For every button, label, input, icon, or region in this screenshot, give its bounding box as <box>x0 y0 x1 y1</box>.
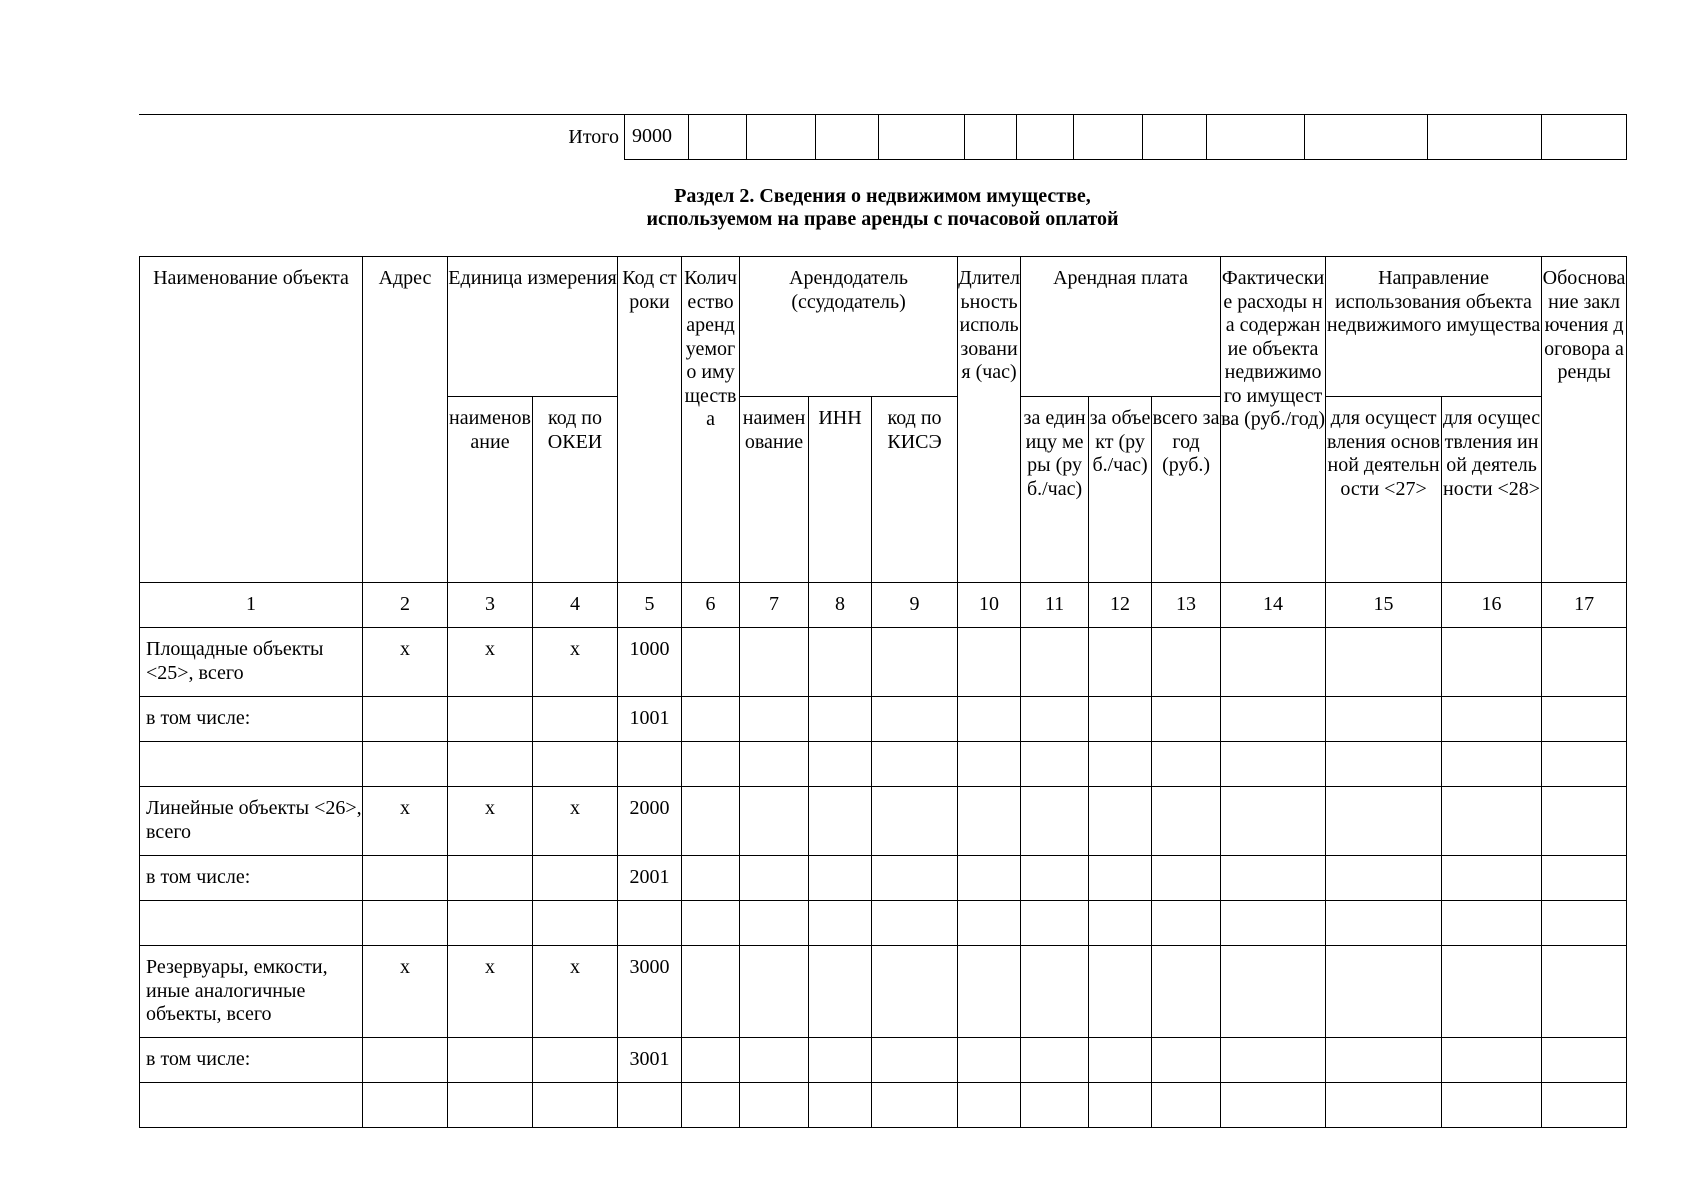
header-rent-per-object: за объект (руб./час) <box>1089 397 1152 583</box>
data-cell[interactable] <box>872 1038 958 1083</box>
data-cell[interactable] <box>809 628 872 697</box>
data-cell[interactable] <box>1021 1083 1089 1128</box>
row-name: Площадные объекты <25>, всего <box>140 628 363 697</box>
column-number: 6 <box>682 583 740 628</box>
row-code <box>618 1083 682 1128</box>
data-cell[interactable] <box>872 1083 958 1128</box>
row-unit-okei <box>533 1083 618 1128</box>
data-cell[interactable] <box>740 697 809 742</box>
data-cell[interactable] <box>958 1038 1021 1083</box>
data-cell[interactable] <box>1326 787 1442 856</box>
header-usage: Направление использования объекта недвижимого имущества <box>1326 257 1542 397</box>
itogo-cell[interactable] <box>879 115 965 160</box>
data-cell[interactable] <box>1221 856 1326 901</box>
row-unit-name <box>448 901 533 946</box>
itogo-cell[interactable] <box>1074 115 1143 160</box>
data-cell[interactable] <box>682 628 740 697</box>
table-row <box>140 856 1627 901</box>
table-row <box>140 628 1627 697</box>
row-address: х <box>363 946 448 1038</box>
section-title <box>139 185 1626 231</box>
itogo-code: 9000 <box>625 115 689 160</box>
row-address: х <box>363 628 448 697</box>
data-cell[interactable] <box>1021 628 1089 697</box>
header-usage-other: для осуществления иной деятельности <28> <box>1442 397 1542 583</box>
data-cell[interactable] <box>1152 628 1221 697</box>
row-code: 2000 <box>618 787 682 856</box>
row-address <box>363 856 448 901</box>
data-cell[interactable] <box>1021 901 1089 946</box>
data-cell[interactable] <box>1152 901 1221 946</box>
data-cell[interactable] <box>809 697 872 742</box>
data-cell[interactable] <box>1221 742 1326 787</box>
data-cell[interactable] <box>1221 946 1326 1038</box>
data-cell[interactable] <box>958 697 1021 742</box>
data-cell[interactable] <box>1326 1038 1442 1083</box>
data-cell[interactable] <box>958 901 1021 946</box>
data-cell[interactable] <box>1542 742 1627 787</box>
data-cell[interactable] <box>1021 856 1089 901</box>
itogo-cell[interactable] <box>689 115 747 160</box>
data-cell[interactable] <box>740 742 809 787</box>
data-cell[interactable] <box>1326 742 1442 787</box>
column-number: 8 <box>809 583 872 628</box>
data-cell[interactable] <box>1326 628 1442 697</box>
header-actual-costs: Фактические расходы на содержание объекта недвижимого имущества (руб./год) <box>1221 257 1326 583</box>
column-number: 4 <box>533 583 618 628</box>
data-cell[interactable] <box>1089 946 1152 1038</box>
data-cell[interactable] <box>1542 1083 1627 1128</box>
data-cell[interactable] <box>1221 901 1326 946</box>
column-number: 11 <box>1021 583 1089 628</box>
data-cell[interactable] <box>809 742 872 787</box>
column-number: 7 <box>740 583 809 628</box>
data-cell[interactable] <box>682 856 740 901</box>
data-cell[interactable] <box>740 856 809 901</box>
data-cell[interactable] <box>740 787 809 856</box>
data-cell[interactable] <box>1089 628 1152 697</box>
row-unit-name: х <box>448 787 533 856</box>
data-cell[interactable] <box>872 856 958 901</box>
row-unit-name <box>448 856 533 901</box>
row-unit-name: х <box>448 628 533 697</box>
data-cell[interactable] <box>1089 742 1152 787</box>
row-name: Линейные объекты <26>, всего <box>140 787 363 856</box>
data-cell[interactable] <box>809 1038 872 1083</box>
data-cell[interactable] <box>958 856 1021 901</box>
row-unit-okei <box>533 1038 618 1083</box>
data-cell[interactable] <box>1152 1083 1221 1128</box>
data-cell[interactable] <box>1442 628 1542 697</box>
data-cell[interactable] <box>872 901 958 946</box>
data-cell[interactable] <box>1089 901 1152 946</box>
column-number: 15 <box>1326 583 1442 628</box>
data-cell[interactable] <box>1542 697 1627 742</box>
row-unit-name: х <box>448 946 533 1038</box>
data-cell[interactable] <box>809 787 872 856</box>
data-cell[interactable] <box>809 856 872 901</box>
data-cell[interactable] <box>1442 901 1542 946</box>
column-number: 12 <box>1089 583 1152 628</box>
header-lessor-name: наименование <box>740 397 809 583</box>
table-row <box>140 787 1627 856</box>
itogo-cell[interactable] <box>1428 115 1542 160</box>
itogo-table <box>624 114 1627 160</box>
itogo-cell[interactable] <box>1542 115 1627 160</box>
header-duration: Длительность использования (час) <box>958 257 1021 583</box>
data-cell[interactable] <box>740 628 809 697</box>
row-address <box>363 697 448 742</box>
data-cell[interactable] <box>1089 856 1152 901</box>
row-name <box>140 1083 363 1128</box>
data-cell[interactable] <box>1442 946 1542 1038</box>
data-cell[interactable] <box>740 1038 809 1083</box>
row-unit-okei: х <box>533 787 618 856</box>
data-cell[interactable] <box>1021 787 1089 856</box>
data-cell[interactable] <box>1326 697 1442 742</box>
data-cell[interactable] <box>958 946 1021 1038</box>
column-numbers-row <box>140 583 1627 628</box>
data-cell[interactable] <box>1542 946 1627 1038</box>
data-cell[interactable] <box>809 901 872 946</box>
data-cell[interactable] <box>1152 1038 1221 1083</box>
header-row-1 <box>140 257 1627 397</box>
data-cell[interactable] <box>1221 787 1326 856</box>
row-code: 2001 <box>618 856 682 901</box>
itogo-cell[interactable] <box>816 115 879 160</box>
data-cell[interactable] <box>872 628 958 697</box>
table-row <box>140 742 1627 787</box>
header-lessor: Арендодатель (ссудодатель) <box>740 257 958 397</box>
row-name: в том числе: <box>140 697 363 742</box>
table-row <box>140 901 1627 946</box>
row-name <box>140 901 363 946</box>
table-row <box>140 697 1627 742</box>
header-line-code: Код строки <box>618 257 682 583</box>
header-rent: Арендная плата <box>1021 257 1221 397</box>
data-cell[interactable] <box>1542 856 1627 901</box>
header-rent-total-year: всего за год (руб.) <box>1152 397 1221 583</box>
data-cell[interactable] <box>740 901 809 946</box>
data-cell[interactable] <box>1542 787 1627 856</box>
row-unit-okei <box>533 742 618 787</box>
header-quantity: Количество арендуемого имущества <box>682 257 740 583</box>
row-unit-okei: х <box>533 946 618 1038</box>
itogo-cell[interactable] <box>965 115 1017 160</box>
data-cell[interactable] <box>1021 946 1089 1038</box>
section-title-line1: Раздел 2. Сведения о недвижимом имуществе, <box>674 185 1091 207</box>
data-cell[interactable] <box>1442 1083 1542 1128</box>
row-code: 3000 <box>618 946 682 1038</box>
data-cell[interactable] <box>1326 1083 1442 1128</box>
data-cell[interactable] <box>872 946 958 1038</box>
data-cell[interactable] <box>682 1038 740 1083</box>
data-cell[interactable] <box>1442 856 1542 901</box>
row-unit-okei <box>533 697 618 742</box>
row-address <box>363 901 448 946</box>
data-cell[interactable] <box>1442 787 1542 856</box>
data-cell[interactable] <box>682 697 740 742</box>
data-cell[interactable] <box>682 1083 740 1128</box>
row-code <box>618 742 682 787</box>
data-cell[interactable] <box>1442 1038 1542 1083</box>
data-cell[interactable] <box>740 1083 809 1128</box>
column-number: 13 <box>1152 583 1221 628</box>
data-cell[interactable] <box>872 697 958 742</box>
header-address: Адрес <box>363 257 448 583</box>
data-cell[interactable] <box>1152 946 1221 1038</box>
row-unit-okei <box>533 901 618 946</box>
data-cell[interactable] <box>682 901 740 946</box>
header-basis: Обоснование заключения договора аренды <box>1542 257 1627 583</box>
data-cell[interactable] <box>682 742 740 787</box>
table-row <box>140 946 1627 1038</box>
column-number: 9 <box>872 583 958 628</box>
data-cell[interactable] <box>809 1083 872 1128</box>
data-cell[interactable] <box>740 946 809 1038</box>
data-cell[interactable] <box>1089 1038 1152 1083</box>
itogo-cell[interactable] <box>747 115 816 160</box>
data-cell[interactable] <box>1152 697 1221 742</box>
header-lessor-kise: код по КИСЭ <box>872 397 958 583</box>
data-cell[interactable] <box>1152 856 1221 901</box>
header-lessor-inn: ИНН <box>809 397 872 583</box>
data-cell[interactable] <box>958 787 1021 856</box>
data-cell[interactable] <box>1442 742 1542 787</box>
row-address <box>363 742 448 787</box>
data-cell[interactable] <box>1089 1083 1152 1128</box>
column-number: 3 <box>448 583 533 628</box>
row-name: Резервуары, емкости, иные аналогичные объекты, всего <box>140 946 363 1038</box>
row-code: 3001 <box>618 1038 682 1083</box>
data-cell[interactable] <box>1542 1038 1627 1083</box>
row-address <box>363 1083 448 1128</box>
data-cell[interactable] <box>1221 628 1326 697</box>
row-code <box>618 901 682 946</box>
data-cell[interactable] <box>1221 697 1326 742</box>
data-cell[interactable] <box>1326 946 1442 1038</box>
table-row <box>140 1083 1627 1128</box>
data-cell[interactable] <box>958 1083 1021 1128</box>
data-cell[interactable] <box>682 787 740 856</box>
data-cell[interactable] <box>1221 1038 1326 1083</box>
row-unit-name <box>448 1038 533 1083</box>
data-cell[interactable] <box>958 628 1021 697</box>
row-name: в том числе: <box>140 856 363 901</box>
data-cell[interactable] <box>1021 1038 1089 1083</box>
itogo-cell[interactable] <box>1017 115 1074 160</box>
column-number: 5 <box>618 583 682 628</box>
header-name: Наименование объекта <box>140 257 363 583</box>
data-cell[interactable] <box>1089 697 1152 742</box>
data-cell[interactable] <box>1021 742 1089 787</box>
data-cell[interactable] <box>1542 901 1627 946</box>
data-cell[interactable] <box>1326 901 1442 946</box>
header-unit-okei: код по ОКЕИ <box>533 397 618 583</box>
itogo-row <box>625 115 1627 160</box>
column-number: 1 <box>140 583 363 628</box>
row-code: 1001 <box>618 697 682 742</box>
row-code: 1000 <box>618 628 682 697</box>
row-address <box>363 1038 448 1083</box>
column-number: 14 <box>1221 583 1326 628</box>
data-cell[interactable] <box>682 946 740 1038</box>
data-cell[interactable] <box>1326 856 1442 901</box>
data-cell[interactable] <box>1152 787 1221 856</box>
data-cell[interactable] <box>809 946 872 1038</box>
row-unit-okei <box>533 856 618 901</box>
column-number: 17 <box>1542 583 1627 628</box>
column-number: 16 <box>1442 583 1542 628</box>
column-number: 10 <box>958 583 1021 628</box>
header-unit-name: наименование <box>448 397 533 583</box>
itogo-cell[interactable] <box>1207 115 1305 160</box>
data-cell[interactable] <box>1089 787 1152 856</box>
header-unit: Единица измерения <box>448 257 618 397</box>
itogo-label: Итого <box>568 126 619 148</box>
data-cell[interactable] <box>1442 697 1542 742</box>
data-cell[interactable] <box>1021 697 1089 742</box>
data-cell[interactable] <box>958 742 1021 787</box>
row-unit-okei: х <box>533 628 618 697</box>
row-address: х <box>363 787 448 856</box>
section-title-line2: используемом на праве аренды с почасовой оплатой <box>646 208 1119 230</box>
row-unit-name <box>448 1083 533 1128</box>
data-cell[interactable] <box>1221 1083 1326 1128</box>
table-row <box>140 1038 1627 1083</box>
header-usage-main: для осуществления основной деятельности <27> <box>1326 397 1442 583</box>
main-table <box>139 256 1627 1128</box>
row-unit-name <box>448 697 533 742</box>
data-cell[interactable] <box>1152 742 1221 787</box>
data-cell[interactable] <box>1542 628 1627 697</box>
header-rent-per-unit: за единицу меры (руб./час) <box>1021 397 1089 583</box>
row-name <box>140 742 363 787</box>
data-cell[interactable] <box>872 787 958 856</box>
data-cell[interactable] <box>872 742 958 787</box>
row-unit-name <box>448 742 533 787</box>
itogo-cell[interactable] <box>1143 115 1207 160</box>
row-name: в том числе: <box>140 1038 363 1083</box>
data-rows <box>140 628 1627 1128</box>
column-number: 2 <box>363 583 448 628</box>
itogo-cell[interactable] <box>1305 115 1428 160</box>
